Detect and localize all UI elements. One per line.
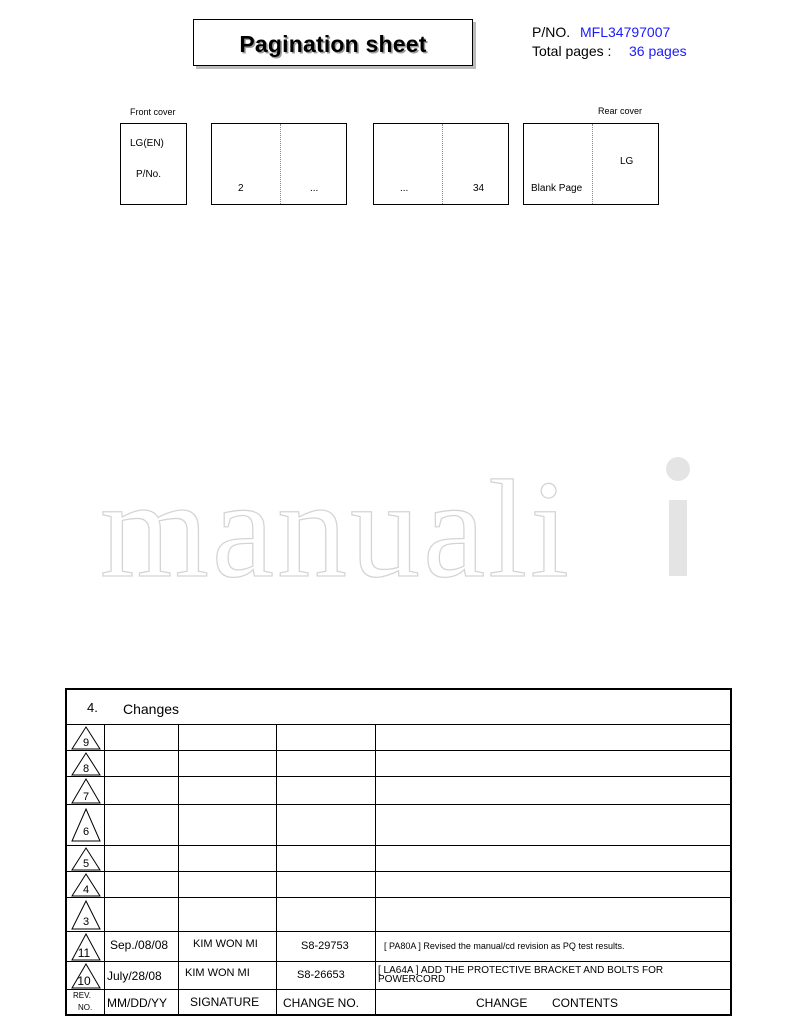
row-signature: KIM WON MI — [193, 938, 258, 950]
svg-text:7: 7 — [82, 791, 90, 803]
row-change-no: S8-29753 — [301, 940, 349, 952]
svg-text:10: 10 — [77, 974, 91, 988]
spread2-left-page: ... — [400, 183, 409, 194]
row-date: July/28/08 — [107, 969, 162, 983]
change-column-label: CHANGE — [476, 996, 528, 1010]
rear-cover-spread — [523, 123, 659, 205]
col-divider — [375, 724, 376, 1014]
svg-text:9: 9 — [82, 737, 90, 749]
signature-column-label: SIGNATURE — [190, 995, 260, 1009]
rev-triangle-icon — [71, 873, 101, 897]
row-signature: KIM WON MI — [185, 967, 250, 979]
row-divider — [67, 845, 730, 846]
front-cover-line1: LG(EN) — [130, 138, 164, 149]
row-date: Sep./08/08 — [110, 938, 169, 952]
total-pages-label: Total pages : — [532, 43, 612, 59]
svg-text:4: 4 — [82, 884, 90, 896]
row-divider — [67, 724, 730, 725]
front-cover-label: Front cover — [130, 107, 176, 117]
col-divider — [276, 724, 277, 1014]
contents-column-label: CONTENTS — [552, 996, 618, 1010]
svg-text:3: 3 — [82, 916, 90, 928]
date-column-label: MM/DD/YY — [107, 996, 167, 1010]
rev-label: REV. — [73, 991, 91, 1000]
svg-text:11: 11 — [77, 946, 91, 960]
row-divider — [67, 931, 730, 932]
row-divider — [67, 897, 730, 898]
page-spread-1 — [211, 123, 347, 205]
rear-right-page: LG — [620, 156, 634, 167]
front-cover-line2: P/No. — [136, 169, 162, 180]
row-contents: [ PA80A ] Revised the manual/cd revision as PQ test results. — [384, 941, 625, 951]
svg-text:5: 5 — [82, 858, 90, 870]
rev-triangle-icon — [71, 778, 101, 804]
section-number: 4. — [87, 700, 98, 715]
rev-triangle-icon — [71, 847, 101, 871]
front-cover-page — [120, 123, 187, 205]
rev-triangle-icon — [71, 900, 101, 930]
col-divider — [104, 724, 105, 1014]
watermark-i-stem — [669, 500, 687, 576]
fold-line — [592, 124, 593, 204]
spread1-right-page: ... — [310, 183, 319, 194]
spread2-right-page: 34 — [473, 183, 485, 194]
rear-left-page: Blank Page — [531, 183, 583, 194]
watermark-i-dot — [666, 457, 690, 481]
svg-text:8: 8 — [82, 763, 90, 775]
changes-table — [65, 688, 732, 1016]
watermark-text: manuali — [100, 452, 572, 588]
row-change-no: S8-26653 — [297, 969, 345, 981]
rev-triangle-icon — [71, 963, 101, 989]
section-title: Changes — [123, 701, 180, 717]
rear-cover-label: Rear cover — [598, 106, 643, 116]
title-box — [193, 19, 473, 66]
rev-triangle-icon — [71, 933, 101, 961]
row-divider — [67, 804, 730, 805]
row-contents: [ LA64A ] ADD THE PROTECTIVE BRACKET AND BOLTS FOR POWERCORD — [378, 965, 664, 985]
row-divider — [67, 871, 730, 872]
fold-line — [442, 124, 443, 204]
row-divider — [67, 989, 730, 990]
total-pages-value: 36 pages — [629, 43, 687, 59]
rev-triangle-icon — [71, 726, 101, 750]
no-label: NO. — [78, 1003, 93, 1012]
fold-line — [280, 124, 281, 204]
spread1-left-page: 2 — [238, 183, 244, 194]
pno-label: P/NO. — [532, 24, 571, 40]
row-divider — [67, 750, 730, 751]
rev-triangle-icon — [71, 752, 101, 776]
svg-text:6: 6 — [82, 826, 90, 838]
col-divider — [178, 724, 179, 1014]
page-title: Pagination sheet — [239, 31, 427, 57]
rev-triangle-icon — [71, 808, 101, 842]
watermark — [95, 438, 705, 588]
page-spread-2 — [373, 123, 509, 205]
row-divider — [67, 961, 730, 962]
row-divider — [67, 776, 730, 777]
pno-value: MFL34797007 — [580, 24, 671, 40]
change-no-column-label: CHANGE NO. — [283, 996, 360, 1010]
